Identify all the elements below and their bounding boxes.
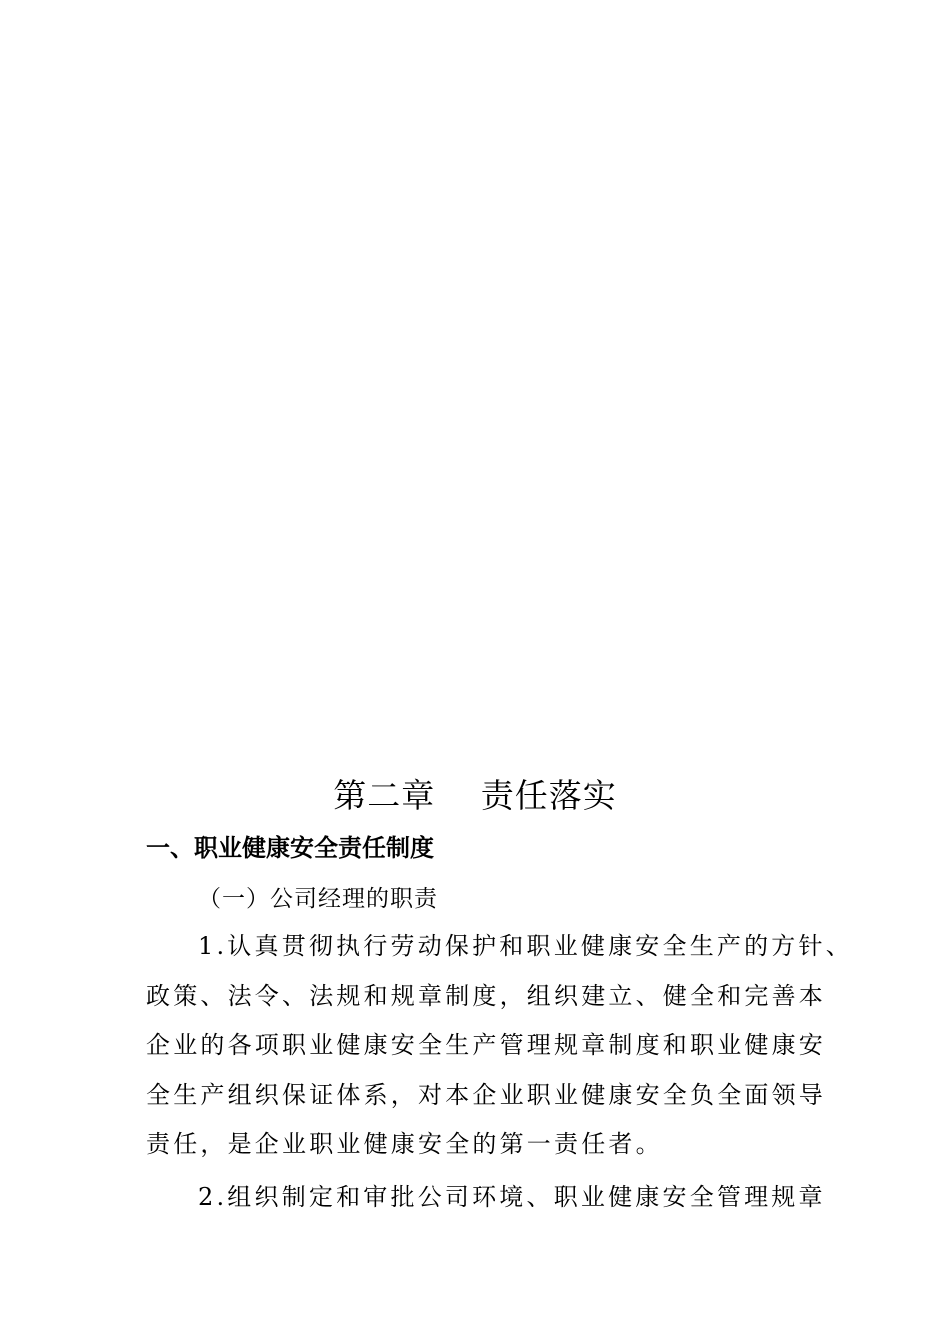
paragraph-line: 责任，是企业职业健康安全的第一责任者。 xyxy=(146,1130,663,1158)
paragraph-line: 全生产组织保证体系，对本企业职业健康安全负全面领导 xyxy=(146,1080,826,1109)
paragraph-1 xyxy=(146,922,853,1170)
paragraph-line: 1.认真贯彻执行劳动保护和职业健康安全生产的方针、 xyxy=(198,932,853,960)
paragraph-line: 政策、法令、法规和规章制度，组织建立、健全和完善本 xyxy=(146,981,826,1010)
section-heading: 一、职业健康安全责任制度 xyxy=(146,834,434,862)
paragraph-line: 企业的各项职业健康安全生产管理规章制度和职业健康安 xyxy=(146,1031,826,1059)
subheading: （一）公司经理的职责 xyxy=(198,886,438,912)
paragraph-2 xyxy=(146,1173,826,1223)
paragraph-line: 2.组织制定和审批公司环境、职业健康安全管理规章 xyxy=(198,1183,826,1211)
chapter-title: 第二章 责任落实 xyxy=(333,776,617,815)
